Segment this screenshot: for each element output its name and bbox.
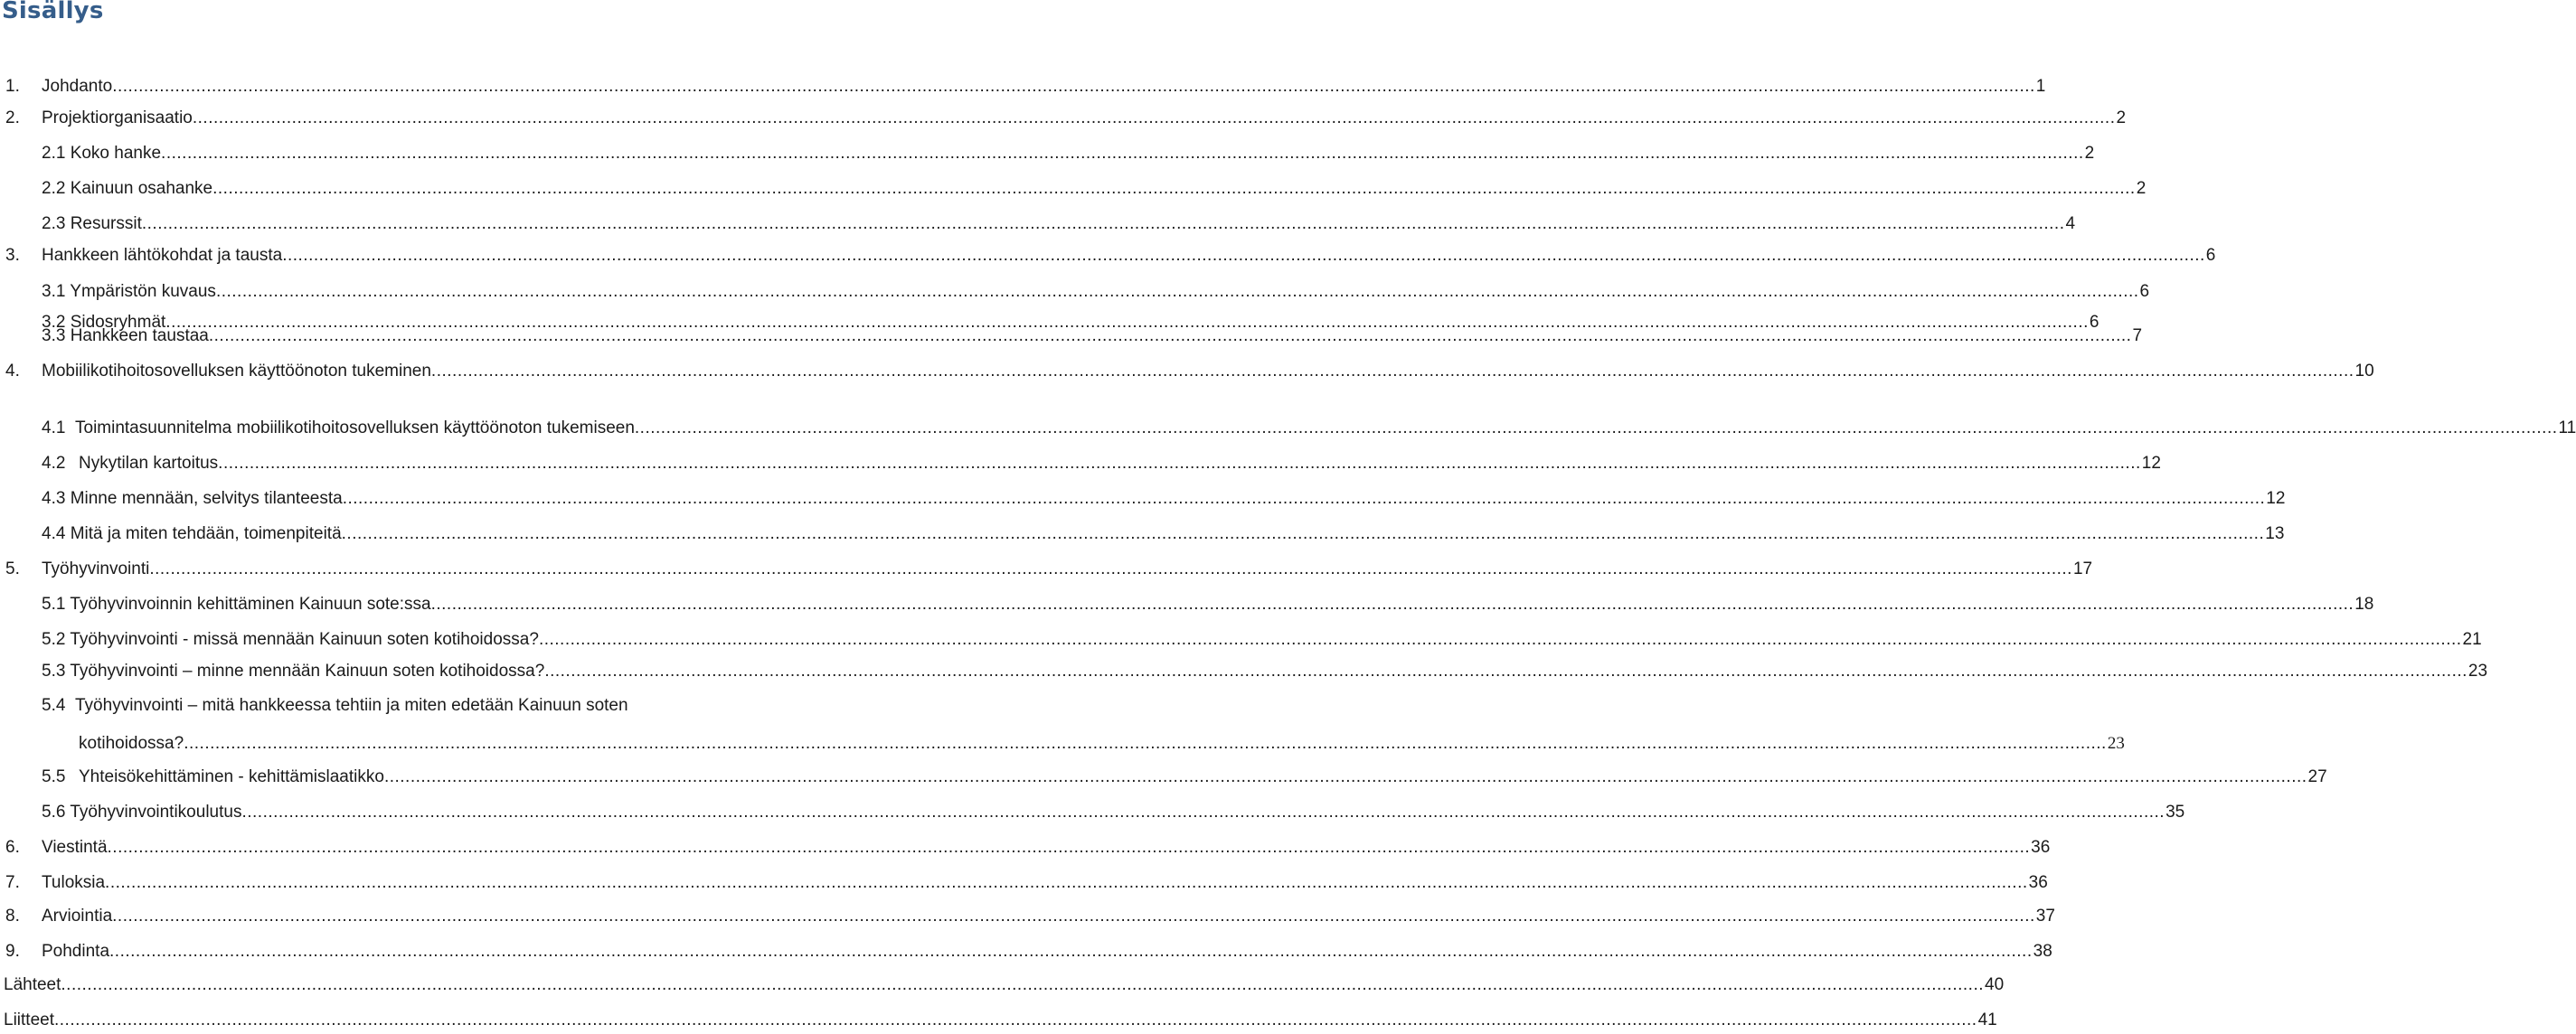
toc-entry-title: 5.2 Työhyvinvointi - missä mennään Kainuun soten kotihoidossa?: [42, 630, 539, 649]
toc-entry-title: Pohdinta: [42, 942, 110, 961]
toc-entry-title: 4.3 Minne mennään, selvitys tilanteesta: [42, 489, 343, 508]
toc-entry-number: 4.: [5, 362, 20, 381]
toc-entry-title: 2.3 Resurssit: [42, 214, 142, 233]
toc-entry-title: 2.1 Koko hanke: [42, 144, 162, 163]
toc-entry-title: Johdanto: [42, 77, 113, 96]
toc-entry-projektiorganisaatio[interactable]: [5, 105, 2127, 132]
dot-leader: [109, 938, 2033, 965]
dot-leader: [149, 556, 2072, 583]
toc-entry-title: kotihoidossa?: [79, 734, 184, 753]
toc-entry-hankkeen-taustaa[interactable]: [42, 323, 2143, 350]
toc-entry-title: Liitteet: [4, 1010, 54, 1029]
toc-entry-tuloksia[interactable]: [5, 870, 2048, 897]
toc-entry-number: 7.: [5, 873, 20, 892]
toc-entry-title: 2.2 Kainuun osahanke: [42, 179, 213, 198]
toc-entry-title: Nykytilan kartoitus: [79, 454, 219, 473]
toc-entry-page: 12: [2266, 489, 2286, 508]
toc-entry-title: Arviointia: [42, 907, 113, 926]
dot-leader: [142, 211, 2065, 238]
dot-leader: [54, 1007, 1977, 1034]
dot-leader: [431, 591, 2354, 618]
toc-entry-mita-ja-miten[interactable]: [42, 521, 2285, 548]
dot-leader: [431, 358, 2354, 385]
toc-entry-page: 38: [2033, 942, 2052, 961]
toc-entry-number: 4.2: [42, 454, 66, 473]
toc-entry-title: 3.3 Hankkeen taustaa: [42, 326, 209, 345]
toc-entry-kehittaminen-sote[interactable]: [42, 591, 2374, 618]
toc-entry-title: Lähteet: [4, 975, 61, 994]
toc-entry-resurssit[interactable]: [42, 211, 2076, 238]
dot-leader: [184, 730, 2107, 757]
toc-entry-page: 4: [2065, 214, 2076, 233]
dot-leader: [193, 105, 2116, 132]
toc-entry-pohdinta[interactable]: [5, 938, 2052, 965]
dot-leader: [343, 485, 2266, 512]
toc-entry-page: 13: [2265, 524, 2285, 543]
toc-entry-title: 5.1 Työhyvinvoinnin kehittäminen Kainuun sote:ssa: [42, 595, 431, 614]
toc-entry-lahtokohdat[interactable]: [5, 242, 2216, 269]
dot-leader: [342, 521, 2265, 548]
toc-entry-page: 23: [2467, 662, 2488, 681]
toc-entry-ympariston-kuvaus[interactable]: [42, 278, 2150, 306]
toc-entry-title: Viestintä: [42, 838, 108, 857]
toc-entry-title: 3.1 Ympäristön kuvaus: [42, 282, 216, 301]
toc-entry-number: 6.: [5, 838, 20, 857]
toc-entry-toimintasuunnitelma[interactable]: [42, 415, 2576, 442]
toc-entry-number: 9.: [5, 942, 20, 961]
toc-entry-page: 1: [2035, 77, 2046, 96]
dot-leader: [212, 175, 2136, 202]
dot-leader: [61, 972, 1984, 999]
dot-leader: [105, 870, 2028, 897]
toc-entry-title: Työhyvinvointi – mitä hankkeessa tehtiin ja miten edetään Kainuun soten: [75, 696, 628, 715]
toc-entry-nykytilan-kartoitus[interactable]: [42, 450, 2161, 477]
dot-leader: [112, 73, 2035, 100]
toc-entry-number: 5.4: [42, 696, 66, 715]
toc-entry-page: 11: [2558, 418, 2576, 437]
toc-entry-page: 37: [2035, 907, 2055, 926]
toc-entry-page: 36: [2031, 838, 2051, 857]
toc-entry-tyohyvinvointikoulutus[interactable]: [42, 799, 2185, 826]
toc-entry-kainuun-osahanke[interactable]: [42, 175, 2147, 202]
toc-entry-page: 6: [2139, 282, 2150, 301]
toc-entry-page: 6: [2205, 246, 2216, 265]
toc-entry-number: 8.: [5, 907, 20, 926]
toc-entry-yhteisokehittaminen[interactable]: [42, 764, 2327, 791]
toc-entry-title: Yhteisökehittäminen - kehittämislaatikko: [79, 767, 384, 786]
toc-entry-page: 7: [2132, 326, 2143, 345]
toc-entry-mita-hankkeessa-line1[interactable]: [42, 692, 628, 719]
toc-entry-page: 36: [2028, 873, 2048, 892]
toc-entry-title: Mobiilikotihoitosovelluksen käyttöönoton tukeminen: [42, 362, 431, 381]
dot-leader: [539, 626, 2462, 653]
toc-entry-page: 12: [2141, 454, 2161, 473]
toc-entry-number: 5.5: [42, 767, 66, 786]
toc-entry-page: 21: [2462, 630, 2482, 649]
toc-entry-title: Tuloksia: [42, 873, 106, 892]
toc-entry-title: 4.4 Mitä ja miten tehdään, toimenpiteitä: [42, 524, 342, 543]
toc-entry-number: 3.: [5, 246, 20, 265]
dot-leader: [635, 415, 2558, 442]
toc-entry-arviointia[interactable]: [5, 903, 2055, 930]
toc-entry-tyohyvinvointi[interactable]: [5, 556, 2093, 583]
toc-entry-page: 2: [2116, 108, 2127, 127]
toc-entry-page: 2: [2136, 179, 2147, 198]
toc-entry-page: 2: [2084, 144, 2095, 163]
toc-entry-page: 10: [2354, 362, 2374, 381]
toc-entry-page: 40: [1985, 975, 2005, 994]
toc-entry-mobiilikotihoito[interactable]: [5, 358, 2374, 385]
dot-leader: [241, 799, 2165, 826]
toc-entry-number: 2.: [5, 108, 20, 127]
toc-entry-title: Hankkeen lähtökohdat ja tausta: [42, 246, 283, 265]
dot-leader: [282, 242, 2205, 269]
dot-leader: [544, 658, 2467, 685]
dot-leader: [112, 903, 2035, 930]
toc-entry-number: 5.: [5, 559, 20, 578]
toc-entry-number: 4.1: [42, 418, 66, 437]
dot-leader: [216, 278, 2139, 306]
dot-leader: [218, 450, 2141, 477]
toc-entry-liitteet[interactable]: [4, 1007, 1997, 1034]
toc-entry-minne-mennaan[interactable]: [42, 485, 2286, 512]
dot-leader: [108, 834, 2031, 861]
toc-entry-page: 23: [2107, 734, 2125, 753]
toc-entry-missa-mennaan[interactable]: [42, 626, 2482, 653]
toc-entry-minne-mennaan-kotihoito[interactable]: [42, 658, 2488, 685]
toc-entry-page: 18: [2354, 595, 2374, 614]
toc-entry-johdanto[interactable]: [5, 73, 2046, 100]
toc-entry-number: 1.: [5, 77, 20, 96]
toc-entry-page: 6: [2089, 313, 2099, 332]
dot-leader: [384, 764, 2307, 791]
toc-entry-title: Työhyvinvointi: [42, 559, 150, 578]
toc-entry-title: 5.3 Työhyvinvointi – minne mennään Kainuun soten kotihoidossa?: [42, 662, 545, 681]
toc-entry-page: 17: [2072, 559, 2093, 578]
toc-entry-page: 35: [2166, 803, 2185, 822]
toc-entry-title: Toimintasuunnitelma mobiilikotihoitosovelluksen käyttöönoton tukemiseen: [75, 418, 635, 437]
toc-entry-viestinta[interactable]: [5, 834, 2051, 861]
toc-entry-title: 5.6 Työhyvinvointikoulutus: [42, 803, 242, 822]
toc-entry-title: Projektiorganisaatio: [42, 108, 193, 127]
toc-entry-koko-hanke[interactable]: [42, 140, 2095, 167]
toc-entry-page: 27: [2307, 767, 2327, 786]
toc-entry-lahteet[interactable]: [4, 972, 2005, 999]
toc-entry-page: 41: [1977, 1010, 1997, 1029]
toc-entry-title: 3.2 Sidosryhmät: [42, 313, 166, 332]
dot-leader: [209, 323, 2132, 350]
toc-heading: Sisällys: [2, 0, 104, 24]
toc-entry-mita-hankkeessa-line2[interactable]: [79, 730, 2125, 757]
dot-leader: [161, 140, 2084, 167]
